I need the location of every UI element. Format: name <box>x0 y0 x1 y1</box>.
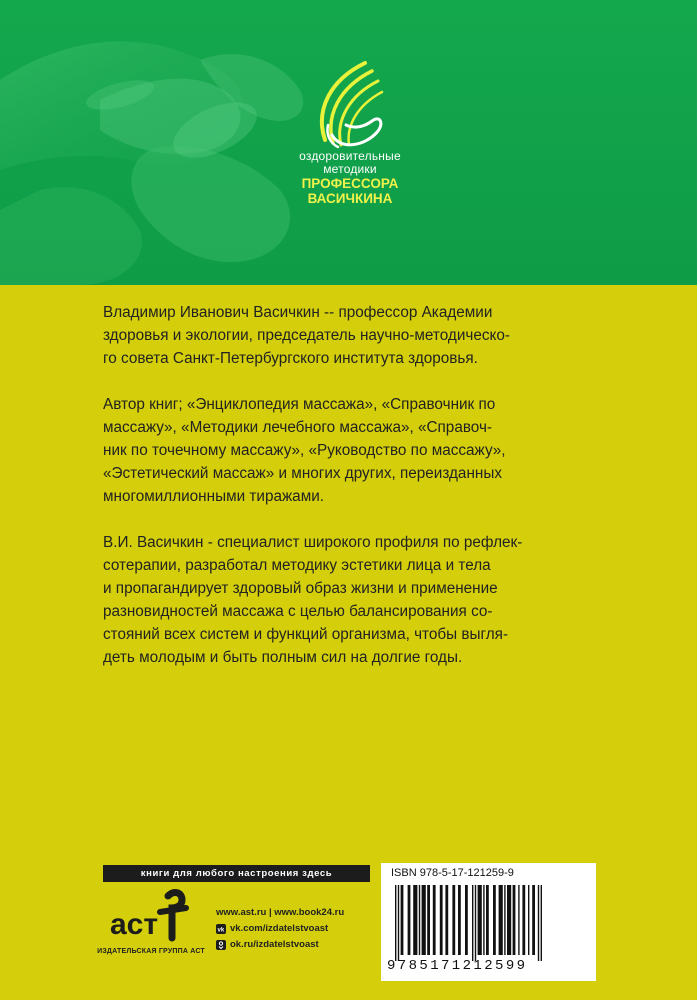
paragraph-bio <box>103 301 603 370</box>
ok-link[interactable]: ok.ru/izdatelstvoast <box>230 939 319 950</box>
sites-link[interactable]: www.ast.ru | www.book24.ru <box>216 907 345 918</box>
author-description <box>103 301 603 692</box>
barcode-bar <box>427 885 430 955</box>
ast-logo-icon <box>104 886 196 954</box>
text-line: стояний всех систем и функций организма, чтобы выгля- <box>103 626 509 643</box>
barcode-bar <box>472 885 473 961</box>
barcode-bar <box>475 885 476 961</box>
vk-icon <box>216 924 226 934</box>
barcode-bar <box>507 885 511 955</box>
ok-icon <box>216 940 226 950</box>
barcode-bar <box>504 885 505 955</box>
barcode-bar <box>465 885 468 955</box>
barcode-bar <box>445 885 448 955</box>
barcode-bar <box>483 885 484 955</box>
barcode-bar <box>486 885 489 955</box>
text-line: В.И. Васичкин - специалист широкого профиля по рефлек- <box>103 534 523 551</box>
svg-text:vk: vk <box>217 927 225 934</box>
vk-link[interactable]: vk.com/izdatelstvoast <box>230 923 329 934</box>
barcode-bar <box>395 885 396 961</box>
vk-row <box>216 921 386 937</box>
barcode-bar <box>522 885 525 955</box>
barcode-bar <box>493 885 496 955</box>
barcode-bar <box>398 885 399 961</box>
text-line: сотерапии, разработал методику эстетики лица и тела <box>103 557 491 574</box>
text-line: и пропагандирует здоровый образ жизни и применение <box>103 580 498 597</box>
text-line: го совета Санкт-Петербургского института здоровья. <box>103 350 478 367</box>
text-line: Автор книг; «Энциклопедия массажа», «Справочник по <box>103 396 496 413</box>
series-line-4: ВАСИЧКИНА <box>307 191 393 206</box>
barcode-bar <box>499 885 503 955</box>
text-line: разновидностей массажа с целью балансирования со- <box>103 603 493 620</box>
barcode-bar <box>413 885 417 955</box>
sites-row <box>216 905 386 921</box>
isbn-text: ISBN 978-5-17-121259-9 <box>391 867 514 879</box>
ok-row <box>216 937 386 953</box>
text-line: ник по точечному массажу», «Руководство по массажу», <box>103 442 506 459</box>
series-line-3: ПРОФЕССОРА <box>301 176 399 191</box>
series-title <box>270 150 430 206</box>
barcode-digits: 9785171212599 <box>387 958 528 974</box>
barcode-bar <box>422 885 426 955</box>
barcode-bar <box>458 885 461 955</box>
paragraph-specialty <box>103 531 603 669</box>
barcode-bar <box>478 885 482 955</box>
barcode-bar <box>513 885 516 955</box>
cover-photo-band <box>0 0 697 285</box>
series-line-1: оздоровительные <box>299 149 401 163</box>
barcode-bar <box>401 885 404 955</box>
barcode-bar <box>538 885 539 961</box>
text-line: «Эстетический массаж» и многих других, переизданных <box>103 465 502 482</box>
barcode-bar <box>440 885 443 955</box>
text-line: деть молодым и быть полным сил на долгие годы. <box>103 649 463 666</box>
barcode-bar <box>419 885 420 955</box>
publisher-caption: ИЗДАТЕЛЬСКАЯ ГРУППА АСТ <box>97 948 205 955</box>
barcode-bar <box>452 885 455 955</box>
barcode-bar <box>518 885 519 955</box>
text-line: массажу», «Методики лечебного массажа», «Справоч- <box>103 419 493 436</box>
barcode-panel <box>381 863 596 981</box>
publisher-slogan: книги для любого настроения здесь <box>103 865 370 882</box>
ast-logo-text: аст <box>110 908 159 941</box>
barcode-bar <box>408 885 411 955</box>
text-line: здоровья и экологии, председатель научно-методическо- <box>103 327 510 344</box>
publisher-contacts <box>216 905 386 953</box>
barcode-bar <box>528 885 529 955</box>
barcode-bar <box>433 885 436 955</box>
text-line: многомиллионными тиражами. <box>103 488 325 505</box>
barcode-bar <box>541 885 542 961</box>
paragraph-books <box>103 393 603 508</box>
text-line: Владимир Иванович Васичкин -- профессор Академии <box>103 304 493 321</box>
barcode-bar <box>532 885 535 955</box>
series-line-2: методики <box>323 162 377 176</box>
